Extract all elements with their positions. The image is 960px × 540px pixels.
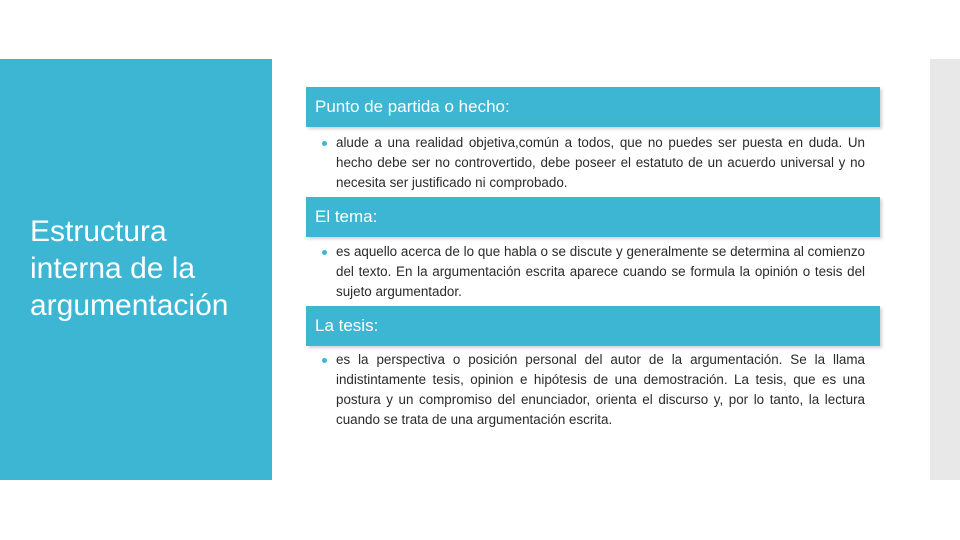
- bullet-dot-icon: [322, 141, 327, 146]
- bullet-text: alude a una realidad objetiva,común a todos, que no puedes ser puesta en duda. Un hecho debe ser no controvertido, debe poseer el estatuto de un acuerdo universal y no necesita ser justificado ni comprobado.: [336, 135, 865, 190]
- bullet-item-tesis: [322, 350, 865, 430]
- slide-title-line-3: argumentación: [30, 289, 229, 322]
- slide-title-line-1: Estructura: [30, 215, 167, 248]
- bullet-dot-icon: [322, 250, 327, 255]
- side-bar: [930, 59, 960, 480]
- slide-title-line-2: interna de la: [30, 252, 196, 285]
- section-header-tema: El tema:: [306, 197, 880, 237]
- section-header-punto-de-partida: Punto de partida o hecho:: [306, 87, 880, 127]
- bullet-item-tema: [322, 242, 865, 302]
- bullet-text: es aquello acerca de lo que habla o se discute y generalmente se determina al comienzo del texto. En la argumentación escrita aparece cuando se formula la opinión o tesis del sujeto argumentador.: [336, 244, 865, 299]
- bullet-item-punto-de-partida: [322, 133, 865, 193]
- bullet-text: es la perspectiva o posición personal del autor de la argumentación. Se la llama indistintamente tesis, opinion e hipótesis de una demostración. La tesis, que es una postura y un compromiso del enunciador, orienta el discurso y, por lo tanto, la lectura cuando se trata de una argumentación escrita.: [336, 352, 865, 427]
- bullet-dot-icon: [322, 358, 327, 363]
- slide-title: [30, 213, 265, 324]
- section-header-tesis: La tesis:: [306, 306, 880, 346]
